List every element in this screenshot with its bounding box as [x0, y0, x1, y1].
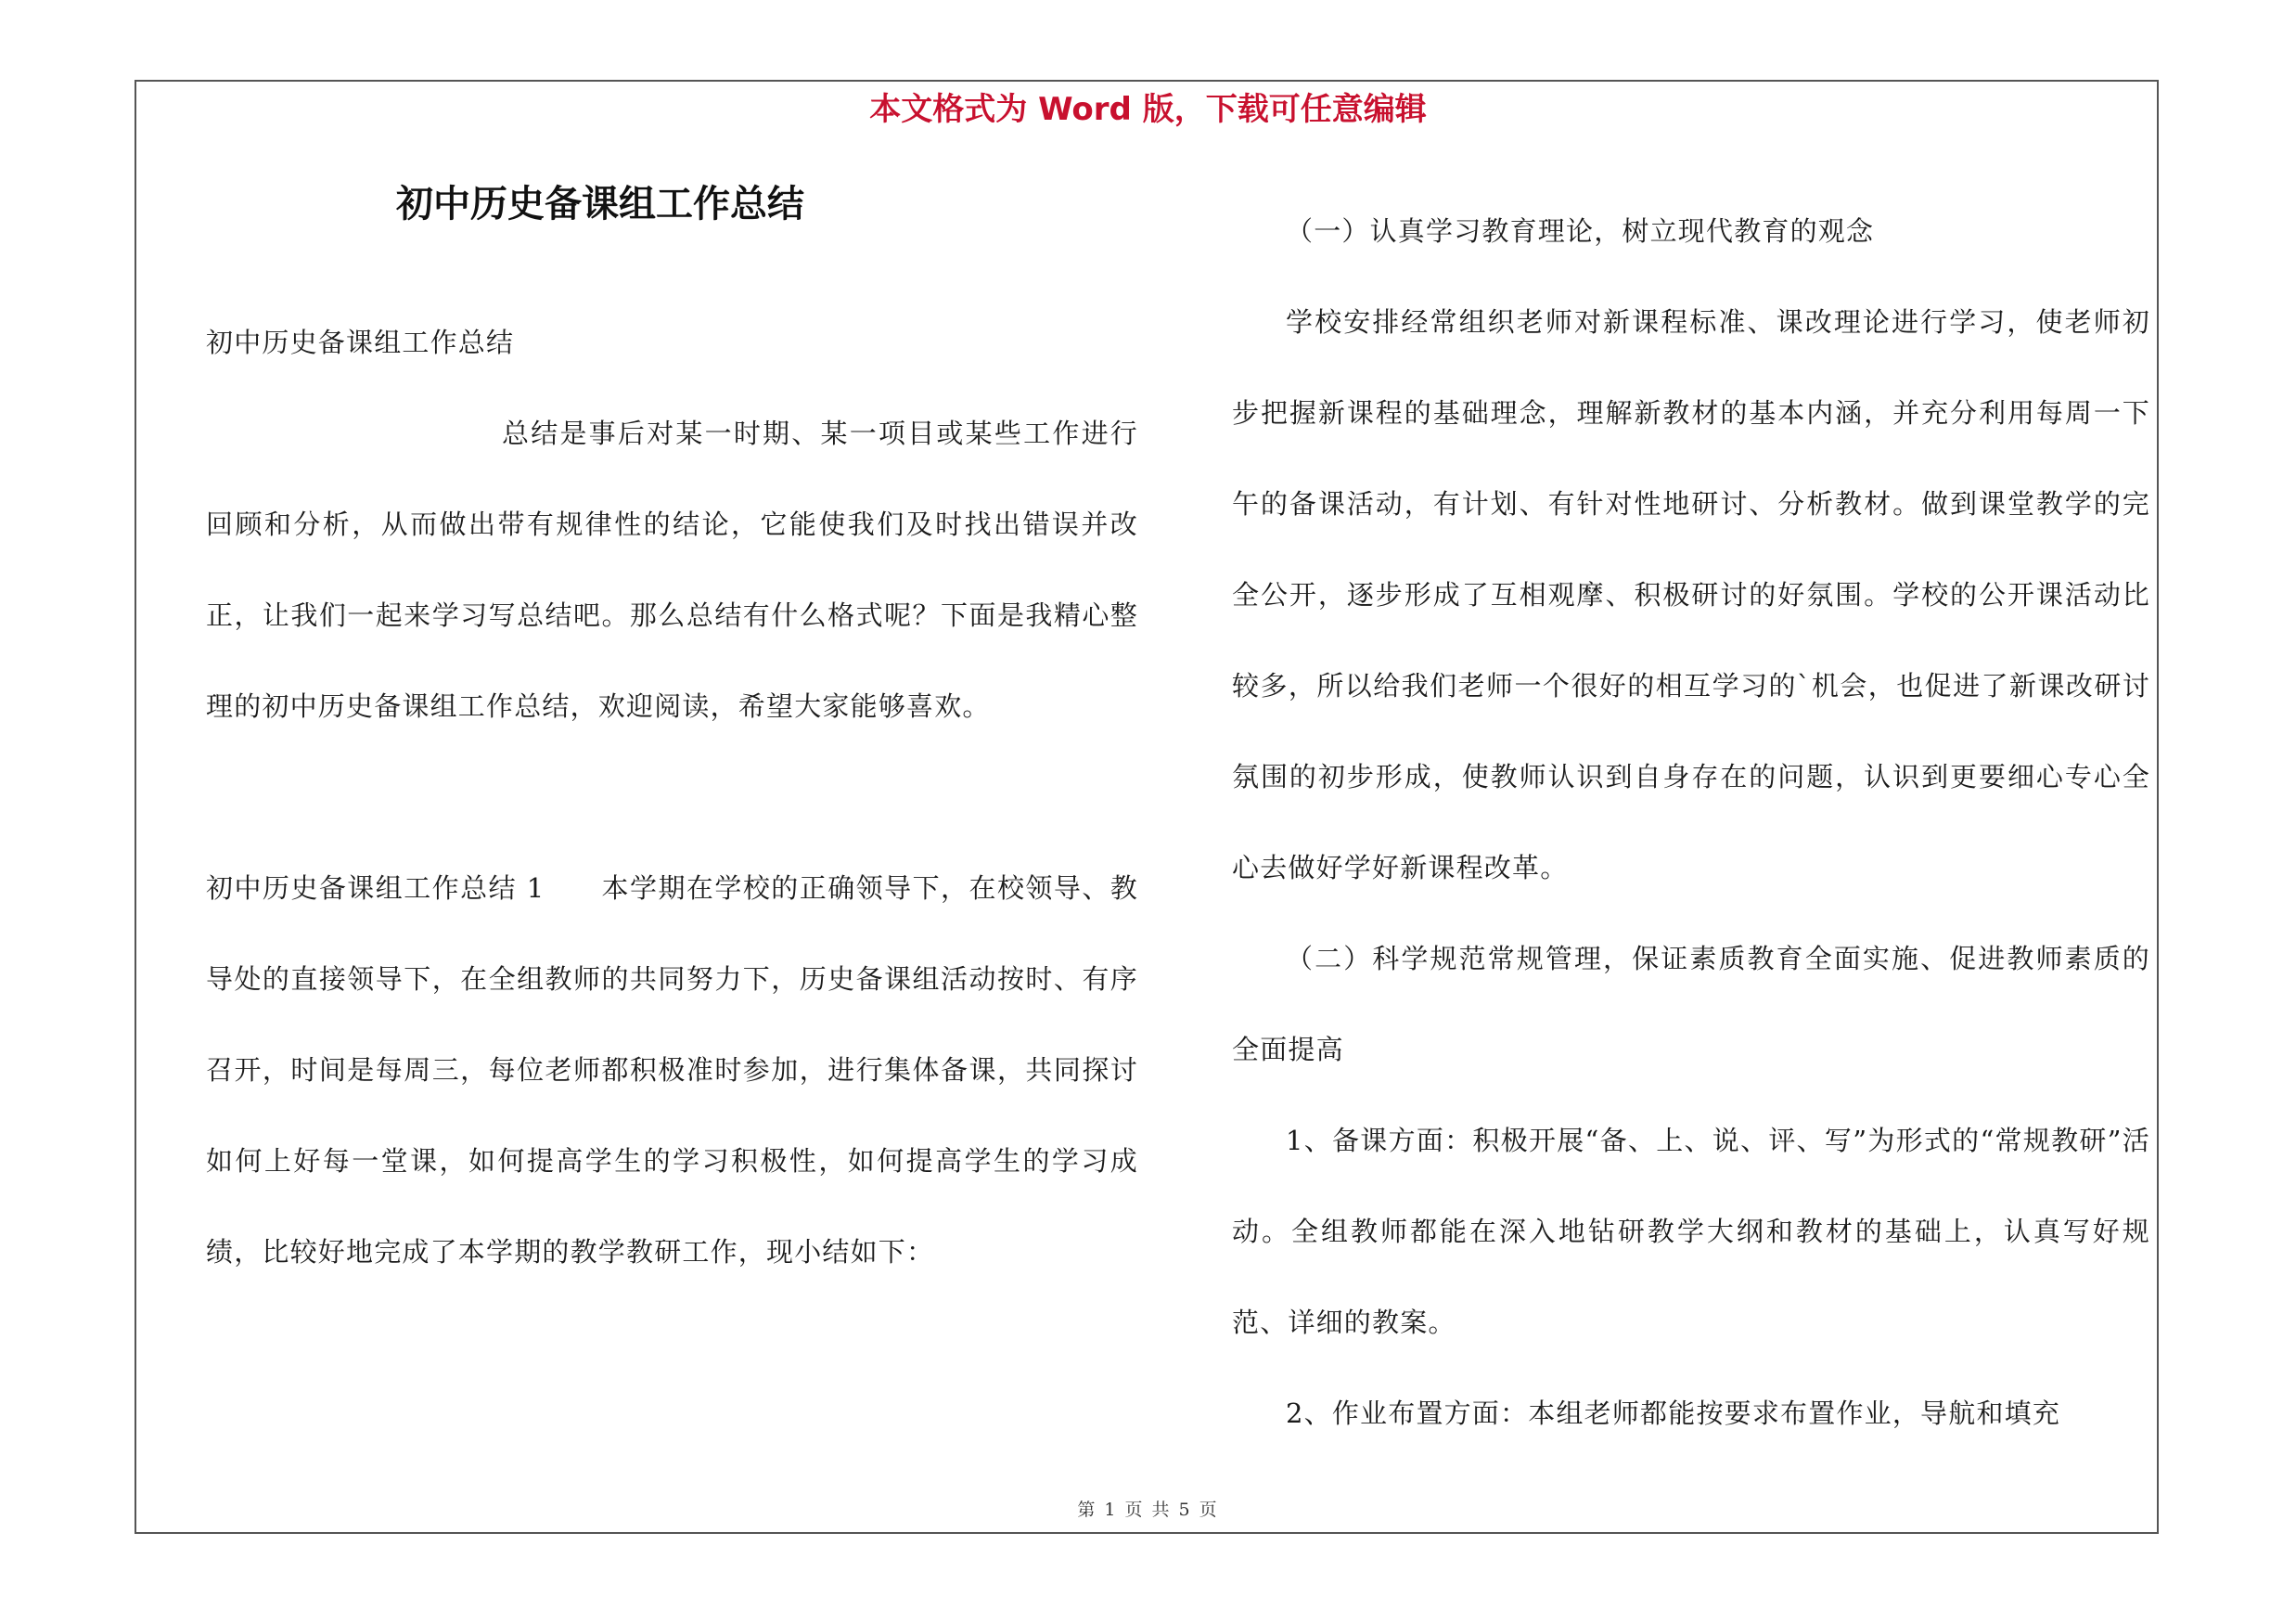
intro-paragraph: 总结是事后对某一时期、某一项目或某些工作进行回顾和分析，从而做出带有规律性的结论，它能使我们及时找出错误并改正，让我们一起来学习写总结吧。那么总结有什么格式呢？下面是我精心整理的初中历史备课组工作总结，欢迎阅读，希望大家能够喜欢。 — [206, 418, 1138, 722]
paragraph-1: 学校安排经常组织老师对新课程标准、课改理论进行学习，使老师初步把握新课程的基础理念，理解新教材的基本内涵，并充分利用每周一下午的备课活动，有计划、有针对性地研讨、分析教材。做到课堂教学的完全公开，逐步形成了互相观摩、积极研讨的好氛围。学校的公开课活动比较多，所以给我们老师一个很好的相互学习的`机会，也促进了新课改研讨氛围的初步形成，使教师认识到自身存在的问题，认识到更要细心专心全心去做好学好新课程改革。 — [1232, 306, 2150, 883]
right-column — [1232, 167, 2150, 1459]
page-number-footer: 第 1 页 共 5 页 — [1077, 1500, 1219, 1520]
document-title: 初中历史备课组工作总结 — [396, 182, 804, 225]
left-column — [206, 167, 1138, 1297]
heading-1: （一）认真学习教育理论，树立现代教育的观念 — [1286, 215, 1875, 247]
section-1-paragraph: 初中历史备课组工作总结 1 本学期在学校的正确领导下，在校领导、教导处的直接领导下，在全组教师的共同努力下，历史备课组活动按时、有序召开，时间是每周三，每位老师都积极准时参加，进行集体备课，共同探讨如何上好每一堂课，如何提高学生的学习积极性，如何提高学生的学习成绩，比较好地完成了本学期的教学教研工作，现小结如下： — [206, 872, 1138, 1268]
subtitle: 初中历史备课组工作总结 — [206, 327, 515, 358]
paragraph-gap — [206, 752, 1138, 843]
item-2-paragraph: 2、作业布置方面：本组老师都能按要求布置作业，导航和填充 — [1286, 1398, 2061, 1429]
format-banner: 本文格式为 Word 版，下载可任意编辑 — [869, 91, 1427, 128]
heading-2: （二）科学规范常规管理，保证素质教育全面实施、促进教师素质的全面提高 — [1232, 943, 2150, 1065]
item-1-paragraph: 1、备课方面：积极开展“备、上、说、评、写”为形式的“常规教研”活动。全组教师都能在深入地钻研教学大纲和教材的基础上，认真写好规范、详细的教案。 — [1232, 1125, 2150, 1338]
